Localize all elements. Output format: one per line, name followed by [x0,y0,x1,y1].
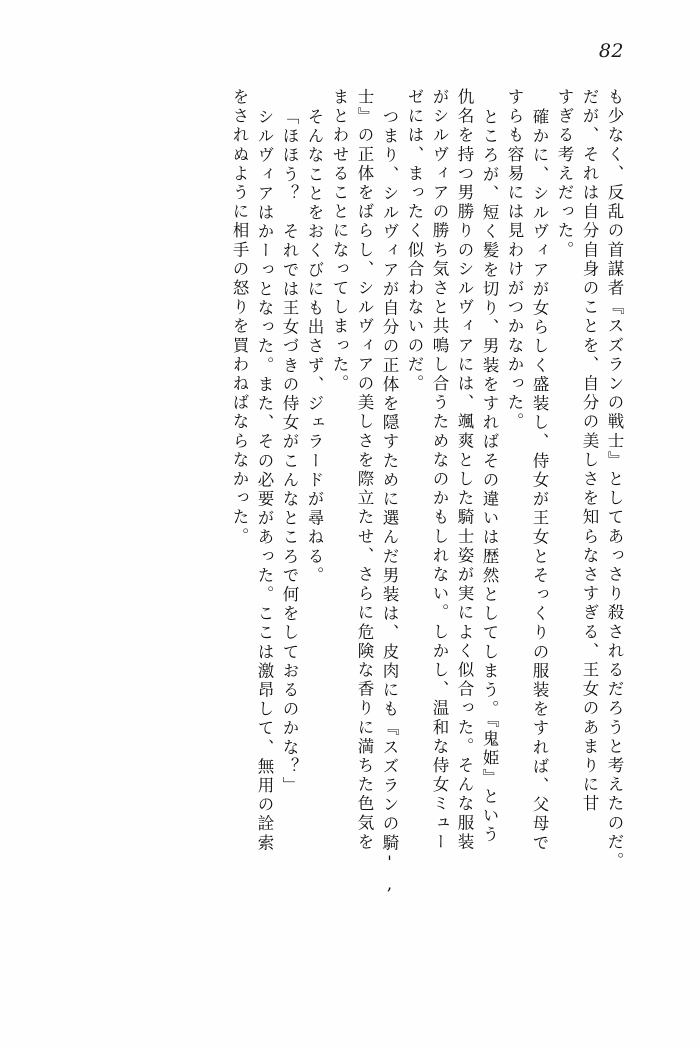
text-line: すらも容易には見わけがつかなかった。 [505,88,524,432]
text-line: まとわせることになってしまった。 [330,88,349,394]
page-number: 82 [598,40,624,62]
text-line: 「ほほう？ それでは王女づきの侍女がこんなところで何をしておるのかな？」 [280,108,299,796]
text-line: だが、それは自分自身のことを、自分の美しさを知らなさすぎる、王女のあまりに甘 [580,88,599,814]
text-line: シルヴィアはかーっとなった。また、その必要があった。ここは激昂して、無用の詮索 [255,108,274,853]
text-line: そんなことをおくびにも出さず、ジェラードが尋ねる。 [305,108,324,586]
text-line: 仇名を持つ男勝りのシルヴィアには、颯爽とした騎士姿が実によく似合った。そんな服装 [455,88,474,852]
text-line: 士』の正体をばらし、シルヴィアの美しさを際立たせ、さらに危険な香りに満ちた色気を [355,88,374,852]
text-line: ところが、短く髪を切り、男装をすればその違いは歴然としてしまう。『鬼姫』という [480,108,499,845]
text-line: 確かに、シルヴィアが女らしく盛装し、侍女が王女とそっくりの服装をすれば、父母で [530,108,549,853]
text-line: をされぬように相手の怒りを買わねばならなかった。 [230,88,249,547]
text-line: つまり、シルヴィアが自分の正体を隠すために選んだ男装は、皮肉にも『スズランの騎', [380,108,399,897]
text-line: ゼには、まったく似合わないのだ。 [405,88,424,394]
text-line: も少なく、反乱の首謀者『スズランの戦士』としてあっさり殺されるだろうと考えたのだ。 [605,88,624,872]
vertical-text-block [78,88,622,988]
text-line: がシルヴィアの勝ち気さと共鳴し合うためなのかもしれない。しかし、温和な侍女ミュー [430,88,449,852]
text-line: すぎる考えだった。 [555,88,574,260]
